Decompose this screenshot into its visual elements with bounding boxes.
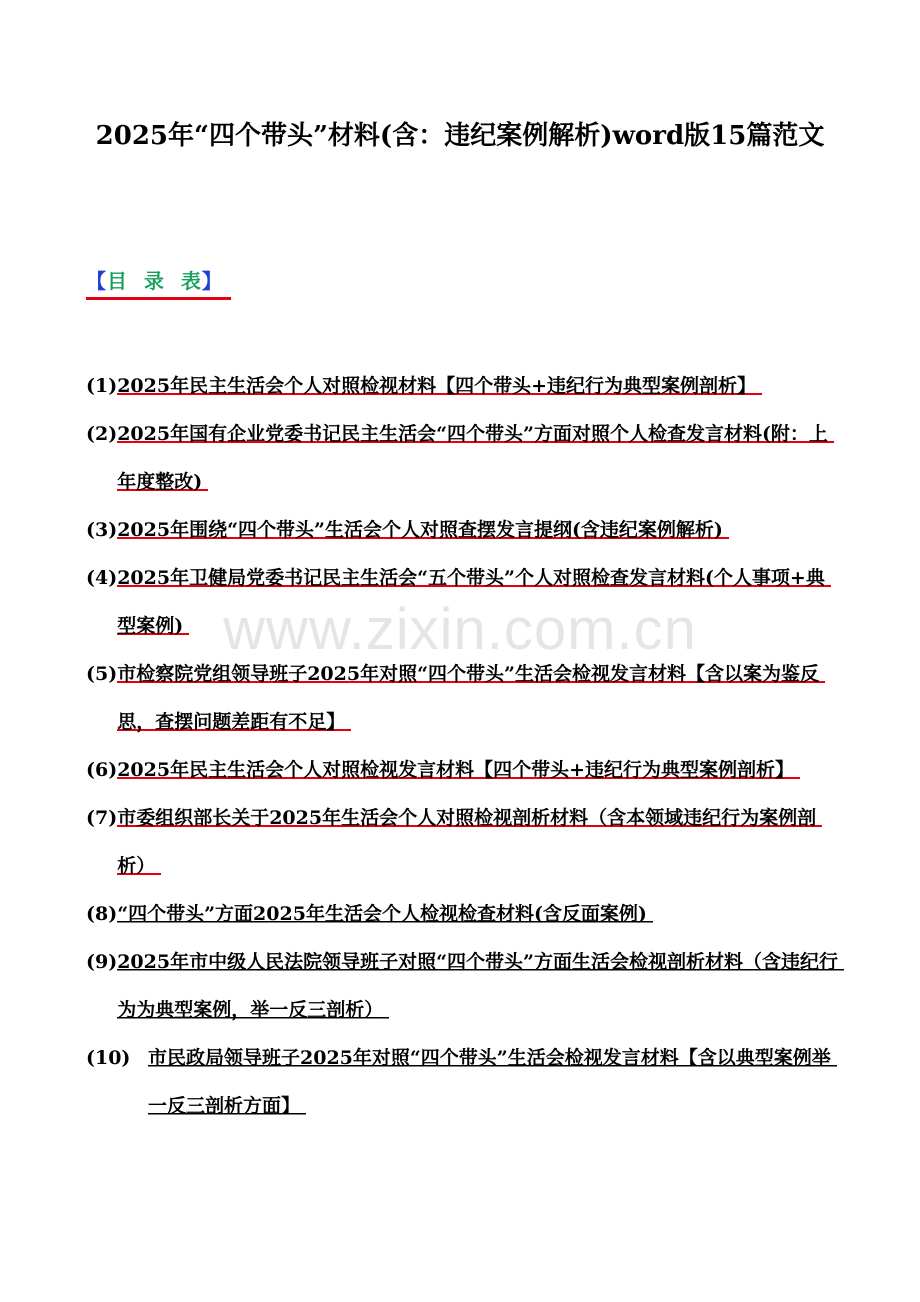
toc-item-6 [86, 746, 838, 794]
toc-list [86, 362, 838, 1130]
toc-heading-label: 目 录 表 [107, 269, 202, 293]
toc-item-1 [86, 362, 838, 410]
toc-item-9 [86, 938, 838, 1034]
toc-item-3 [86, 506, 838, 554]
toc-heading-close-bracket: 】 [201, 269, 223, 293]
toc-link-1[interactable]: 2025年民主生活会个人对照检视材料【四个带头+违纪行为典型案例剖析】 [117, 375, 762, 397]
toc-link-7[interactable]: 市委组织部长关于2025年生活会个人对照检视剖析材料（含本领域违纪行为案例剖析） [117, 807, 822, 877]
toc-item-number: (7) [86, 807, 118, 829]
watermark-text: www.zixin.com.cn [223, 597, 697, 662]
toc-item-number: (1) [86, 375, 118, 397]
toc-item-number: (5) [86, 663, 118, 685]
toc-link-10[interactable]: 市民政局领导班子2025年对照“四个带头”生活会检视发言材料【含以典型案例举一反三剖析方面】 [148, 1047, 837, 1117]
toc-link-6[interactable]: 2025年民主生活会个人对照检视发言材料【四个带头+违纪行为典型案例剖析】 [117, 759, 800, 781]
toc-item-4 [86, 554, 838, 650]
toc-link-2[interactable]: 2025年国有企业党委书记民主生活会“四个带头”方面对照个人检查发言材料(附：上年度整改) [117, 423, 834, 493]
document-title: 2025年“四个带头”材料(含：违纪案例解析)word版15篇范文 [95, 121, 825, 151]
toc-item-2 [86, 410, 838, 506]
toc-item-number: (4) [86, 567, 118, 589]
toc-link-5[interactable]: 市检察院党组领导班子2025年对照“四个带头”生活会检视发言材料【含以案为鉴反思，查摆问题差距有不足】 [117, 663, 825, 733]
toc-link-9[interactable]: 2025年市中级人民法院领导班子对照“四个带头”方面生活会检视剖析材料（含违纪行为为典型案例，举一反三剖析） [117, 951, 844, 1021]
toc-item-number: (3) [86, 519, 118, 541]
toc-item-number: (9) [86, 951, 118, 973]
toc-heading-underline [86, 297, 231, 300]
toc-item-5 [86, 650, 838, 746]
toc-link-8[interactable]: “四个带头”方面2025年生活会个人检视检查材料(含反面案例) [117, 903, 653, 925]
toc-item-number: (2) [86, 423, 118, 445]
toc-item-number: (8) [86, 903, 118, 925]
toc-link-4[interactable]: 2025年卫健局党委书记民主生活会“五个带头”个人对照检查发言材料(个人事项+典型案例) [117, 567, 831, 637]
toc-item-8 [86, 890, 838, 938]
toc-item-10 [86, 1034, 838, 1130]
toc-link-3[interactable]: 2025年围绕“四个带头”生活会个人对照查摆发言提纲(含违纪案例解析) [117, 519, 729, 541]
toc-heading [86, 266, 223, 296]
toc-heading-open-bracket: 【 [86, 269, 107, 293]
toc-item-7 [86, 794, 838, 890]
toc-item-number: (10) [86, 1047, 131, 1069]
toc-item-number: (6) [86, 759, 118, 781]
